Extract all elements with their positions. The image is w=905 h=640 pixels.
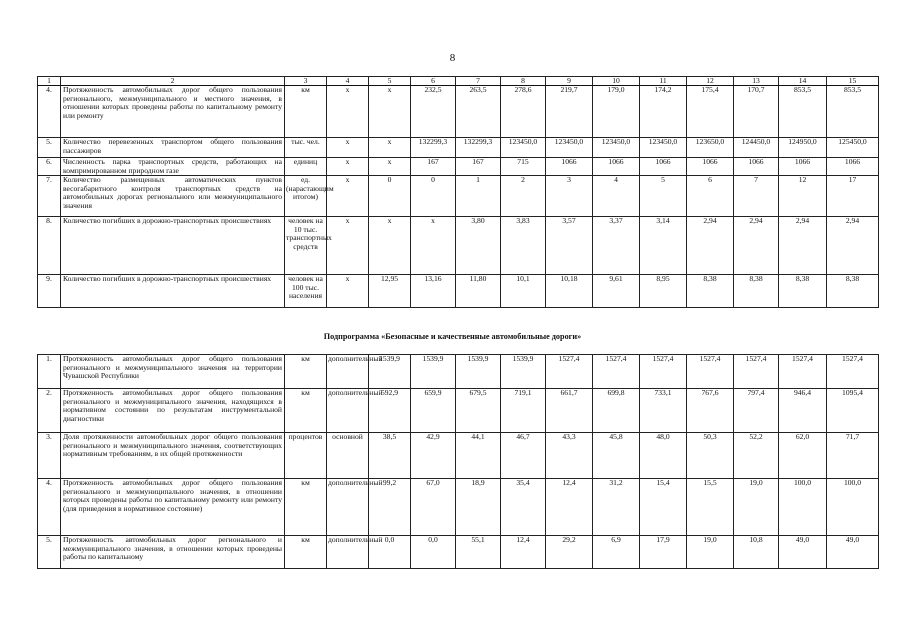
value-cell: 12 [779,176,827,217]
header-cell: 15 [827,77,879,86]
indicator-name: Количество погибших в дорожно-транспортных происшествиях [61,217,285,275]
value-cell: 2 [501,176,546,217]
indicator-name: Протяженность автомобильных дорог регионального и межмуниципального значения, в отношении которых проведены работы по капитальному [61,536,285,569]
value-cell: 797,4 [734,389,779,433]
value-cell: 44,1 [456,433,501,479]
value-cell: 0,0 [369,536,411,569]
value-cell: 8,38 [734,275,779,308]
value-cell: 31,2 [593,479,640,536]
value-cell: 7 [734,176,779,217]
value-cell: 11,80 [456,275,501,308]
value-cell: 1527,4 [687,355,734,389]
value-cell: 42,9 [411,433,456,479]
value-cell: 49,0 [779,536,827,569]
value-cell: 1066 [593,158,640,176]
indicator-name: Протяженность автомобильных дорог общего пользования регионального, межмуниципального и местного значения, в отношении которых проведены работы по капитальному ремонту или ремонту [61,86,285,138]
header-cell: 12 [687,77,734,86]
value-cell: 43,3 [546,433,593,479]
header-cell: 6 [411,77,456,86]
value-cell: х [369,158,411,176]
indicator-name: Протяженность автомобильных дорог общего пользования регионального и межмуниципального значения, в отношении которых проведены работы по капитальному ремонту или ремонту (для приведения в нормативное состояние) [61,479,285,536]
value-cell: 1527,4 [779,355,827,389]
indicator-name: Количество перевезенных транспортом общего пользования пассажиров [61,138,285,158]
row-number: 4. [38,86,61,138]
value-cell: 0 [369,176,411,217]
value-cell: 3,83 [501,217,546,275]
unit-cell: ед. (нарастающим итогом) [285,176,327,217]
value-cell: 55,1 [456,536,501,569]
value-cell: 3,37 [593,217,640,275]
value-cell: 1527,4 [593,355,640,389]
value-cell: 232,5 [411,86,456,138]
value-cell: 1095,4 [827,389,879,433]
header-cell: 5 [369,77,411,86]
unit-cell: человек на 100 тыс. населения [285,275,327,308]
value-cell: 8,38 [779,275,827,308]
value-cell: х [369,86,411,138]
table-row [38,176,879,217]
value-cell: 0 [411,176,456,217]
value-cell: 167 [411,158,456,176]
header-cell: 9 [546,77,593,86]
value-cell: 946,4 [779,389,827,433]
indicators-table [37,76,879,308]
table-row [38,389,879,433]
value-cell: х [369,217,411,275]
value-cell: 1539,9 [456,355,501,389]
value-cell: 1527,4 [734,355,779,389]
value-cell: 1066 [546,158,593,176]
value-cell: 2,94 [779,217,827,275]
table-row [38,217,879,275]
value-cell: 67,0 [411,479,456,536]
row-number: 3. [38,433,61,479]
value-cell: 767,6 [687,389,734,433]
indicator-name: Количество размещенных автоматических пунктов весогабаритного контроля транспортных средств на автомобильных дорогах регионального или межмуниципального значения [61,176,285,217]
value-cell: х [327,275,369,308]
row-number: 4. [38,479,61,536]
value-cell: 45,8 [593,433,640,479]
header-cell: 7 [456,77,501,86]
indicator-type: дополнительный [327,536,369,569]
value-cell: 661,7 [546,389,593,433]
value-cell: 1066 [734,158,779,176]
value-cell: 1527,4 [827,355,879,389]
unit-cell: процентов [285,433,327,479]
value-cell: 100,0 [779,479,827,536]
value-cell: 46,7 [501,433,546,479]
value-cell: 123450,0 [501,138,546,158]
value-cell: 1066 [640,158,687,176]
unit-cell: км [285,355,327,389]
value-cell: 17,9 [640,536,687,569]
value-cell: 4 [593,176,640,217]
page-number: 8 [449,52,456,64]
value-cell: 12,95 [369,275,411,308]
value-cell: 715 [501,158,546,176]
table-row [38,433,879,479]
value-cell: 6 [687,176,734,217]
indicator-type: дополнительный [327,479,369,536]
unit-cell: км [285,479,327,536]
unit-cell: км [285,86,327,138]
value-cell: 124950,0 [779,138,827,158]
value-cell: 35,4 [501,479,546,536]
value-cell: х [327,176,369,217]
table-row [38,158,879,176]
table-row [38,479,879,536]
value-cell: 2,94 [734,217,779,275]
row-number: 6. [38,158,61,176]
value-cell: 175,4 [687,86,734,138]
value-cell: 263,5 [456,86,501,138]
value-cell: 2,94 [687,217,734,275]
value-cell: 123650,0 [687,138,734,158]
value-cell: 179,0 [593,86,640,138]
value-cell: 100,0 [827,479,879,536]
value-cell: 659,9 [411,389,456,433]
table-row [38,536,879,569]
value-cell: 15,4 [640,479,687,536]
value-cell: 18,9 [456,479,501,536]
value-cell: 99,2 [369,479,411,536]
value-cell: 29,2 [546,536,593,569]
value-cell: 853,5 [779,86,827,138]
value-cell: 3,57 [546,217,593,275]
value-cell: 699,8 [593,389,640,433]
header-cell: 13 [734,77,779,86]
indicator-type: дополнительный [327,355,369,389]
row-number: 5. [38,536,61,569]
value-cell: 853,5 [827,86,879,138]
table-row [38,275,879,308]
unit-cell: тыс. чел. [285,138,327,158]
value-cell: х [369,138,411,158]
value-cell: 10,1 [501,275,546,308]
value-cell: 38,5 [369,433,411,479]
value-cell: х [411,217,456,275]
value-cell: 1539,9 [501,355,546,389]
row-number: 7. [38,176,61,217]
value-cell: 1066 [687,158,734,176]
value-cell: 0,0 [411,536,456,569]
indicator-name: Протяженность автомобильных дорог общего пользования регионального и межмуниципального значения, находящихся в нормативном состоянии по результатам инструментальной диагностики [61,389,285,433]
value-cell: 62,0 [779,433,827,479]
value-cell: 123450,0 [593,138,640,158]
value-cell: 10,18 [546,275,593,308]
value-cell: 50,3 [687,433,734,479]
row-number: 5. [38,138,61,158]
value-cell: 13,16 [411,275,456,308]
indicator-name: Протяженность автомобильных дорог общего пользования регионального и межмуниципального значения на территории Чувашской Республики [61,355,285,389]
value-cell: 19,0 [734,479,779,536]
value-cell: х [327,138,369,158]
table-row [38,86,879,138]
indicator-name: Численность парка транспортных средств, работающих на компримированном природном газе [61,158,285,176]
value-cell: 592,9 [369,389,411,433]
value-cell: 132299,3 [456,138,501,158]
value-cell: х [327,217,369,275]
value-cell: 167 [456,158,501,176]
row-number: 9. [38,275,61,308]
value-cell: х [327,158,369,176]
indicator-name: Доля протяженности автомобильных дорог общего пользования регионального и межмуниципального значения, соответствующих нормативным требованиям, в их общей протяженности [61,433,285,479]
value-cell: 733,1 [640,389,687,433]
header-cell: 4 [327,77,369,86]
value-cell: 124450,0 [734,138,779,158]
value-cell: 8,95 [640,275,687,308]
indicator-type: основной [327,433,369,479]
row-number: 2. [38,389,61,433]
value-cell: 10,8 [734,536,779,569]
unit-cell: человек на 10 тыс. транспортных средств [285,217,327,275]
value-cell: 219,7 [546,86,593,138]
value-cell: 6,9 [593,536,640,569]
unit-cell: км [285,536,327,569]
unit-cell: единиц [285,158,327,176]
value-cell: 132299,3 [411,138,456,158]
value-cell: 2,94 [827,217,879,275]
value-cell: 1066 [827,158,879,176]
value-cell: 15,5 [687,479,734,536]
value-cell: 19,0 [687,536,734,569]
value-cell: 52,2 [734,433,779,479]
value-cell: 48,0 [640,433,687,479]
value-cell: 8,38 [827,275,879,308]
value-cell: 1527,4 [640,355,687,389]
value-cell: 123450,0 [640,138,687,158]
subprogram-table [37,354,879,569]
header-cell: 8 [501,77,546,86]
value-cell: 278,6 [501,86,546,138]
value-cell: 1527,4 [546,355,593,389]
value-cell: 679,5 [456,389,501,433]
value-cell: 1539,9 [411,355,456,389]
table-row [38,355,879,389]
header-cell: 11 [640,77,687,86]
value-cell: 170,7 [734,86,779,138]
header-cell: 3 [285,77,327,86]
header-cell: 2 [61,77,285,86]
value-cell: 3 [546,176,593,217]
row-number: 8. [38,217,61,275]
value-cell: 9,61 [593,275,640,308]
subprogram-title: Подпрограмма «Безопасные и качественные автомобильные дороги» [323,332,582,341]
header-cell: 1 [38,77,61,86]
value-cell: 12,4 [546,479,593,536]
row-number: 1. [38,355,61,389]
value-cell: х [327,86,369,138]
value-cell: 5 [640,176,687,217]
value-cell: 17 [827,176,879,217]
value-cell: 1066 [779,158,827,176]
indicator-name: Количество погибших в дорожно-транспортных происшествиях [61,275,285,308]
value-cell: 3,14 [640,217,687,275]
value-cell: 49,0 [827,536,879,569]
value-cell: 1539,9 [369,355,411,389]
value-cell: 174,2 [640,86,687,138]
value-cell: 71,7 [827,433,879,479]
value-cell: 3,80 [456,217,501,275]
value-cell: 123450,0 [546,138,593,158]
value-cell: 1 [456,176,501,217]
value-cell: 12,4 [501,536,546,569]
value-cell: 125450,0 [827,138,879,158]
indicator-type: дополнительный [327,389,369,433]
value-cell: 8,38 [687,275,734,308]
header-cell: 14 [779,77,827,86]
table-row [38,138,879,158]
value-cell: 719,1 [501,389,546,433]
header-cell: 10 [593,77,640,86]
unit-cell: км [285,389,327,433]
